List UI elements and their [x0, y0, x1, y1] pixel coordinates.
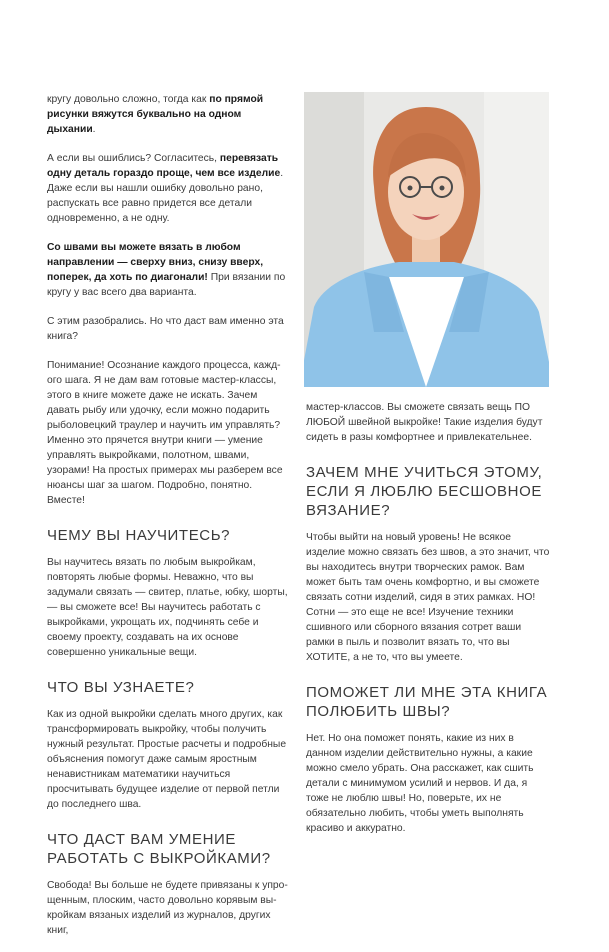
paragraph: Со швами вы можете вязать в любом направлении — сверху вниз, снизу вверх, поперек, да хоть по диагонали! При вязании по кругу у вас всего два варианта.	[47, 242, 286, 298]
right-column	[306, 400, 550, 850]
paragraph: Свобода! Вы больше не будете привязаны к упрощенным, плоским, часто довольно корявым выкройкам вязаных изделий из журналов, других книг,	[47, 880, 288, 936]
section-heading: ЧЕМУ ВЫ НАУЧИТЕСЬ?	[47, 527, 231, 544]
section-heading: ЧТО ДАСТ ВАМ УМЕНИЕ РАБОТАТЬ С ВЫКРОЙКАМИ?	[47, 831, 271, 867]
paragraph: Понимание! Осознание каждого процесса, каждого шага. Я не дам вам готовые мастер-классы, этого в книге можете даже не искать. Зачем давать рыбу или удочку, если можно подарить рыболовецкий траулер и научить им управлять? Именно это прячется внутри книги — умение управлять выкройками, полотном, швами, узорами! На простых примерах мы разберем все нюансы шаг за шагом. Подробно, понятно. Вместе!	[47, 360, 283, 506]
paragraph: Нет. Но она поможет понять, какие из них в данном изделии действительно нужны, а какие можно смело убрать. Она расскажет, как сшить детали с минимумом усилий и нервов. И да, я тоже не люблю швы! Но, поверьте, их не обязательно любить, чтобы уметь выполнять красиво и аккуратно.	[306, 733, 534, 834]
section-heading: ЗАЧЕМ МНЕ УЧИТЬСЯ ЭТОМУ, ЕСЛИ Я ЛЮБЛЮ БЕСШОВНОЕ ВЯЗАНИЕ?	[306, 464, 543, 519]
section-heading: ЧТО ВЫ УЗНАЕТЕ?	[47, 679, 195, 696]
paragraph: Как из одной выкройки сделать много других, как трансформировать выкройку, чтобы получить нужный результат. Простые расчеты и подробные объяснения помогут даже самым яростным ненавистникам математики научиться просчитывать будущее изделие от первой петли до последнего шва.	[47, 709, 287, 810]
paragraph: Чтобы выйти на новый уровень! Не всякое изделие можно связать без швов, а это значит, что вы находитесь внутри творческих рамок. Вам может быть там очень комфортно, и вы сможете связать сотни изделий, сидя в этих рамках. НО! Сотни — это еще не все! Изучение техники сшивного или сборного вязания сотрет ваши рамки в пыль и позволит вязать то, что вы ХОТИТЕ, а не то, что вы умеете.	[306, 532, 550, 663]
paragraph: А если вы ошиблись? Согласитесь, перевязать одну деталь гораздо проще, чем все изделие. Даже если вы нашли ошибку довольно рано, распускать все равно придется все детали одновременно, а не одну.	[47, 153, 284, 224]
paragraph: Вы научитесь вязать по любым выкройкам, повторять любые формы. Неважно, что вы задумали связать — свитер, платье, юбку, шорты, — вы сможете все! Вы научитесь работать с выкройками, укрощать их, подчинять себе и своему проекту, создавать на их основе совершенно уникальные вещи.	[47, 557, 288, 658]
author-photo	[304, 92, 549, 387]
author-portrait	[304, 92, 549, 387]
paragraph: С этим разобрались. Но что даст вам именно эта книга?	[47, 316, 284, 342]
paragraph: кругу довольно сложно, тогда как по прямой рисунки вяжутся буквально на одном дыхании.	[47, 94, 264, 135]
paragraph: мастер-классов. Вы сможете связать вещь ПО ЛЮБОЙ швейной выкройке! Такие изделия будут сидеть в разы комфортнее и привлекательнее.	[306, 402, 543, 443]
left-column	[47, 92, 292, 952]
section-heading: ПОМОЖЕТ ЛИ МНЕ ЭТА КНИГА ПОЛЮБИТЬ ШВЫ?	[306, 684, 548, 720]
